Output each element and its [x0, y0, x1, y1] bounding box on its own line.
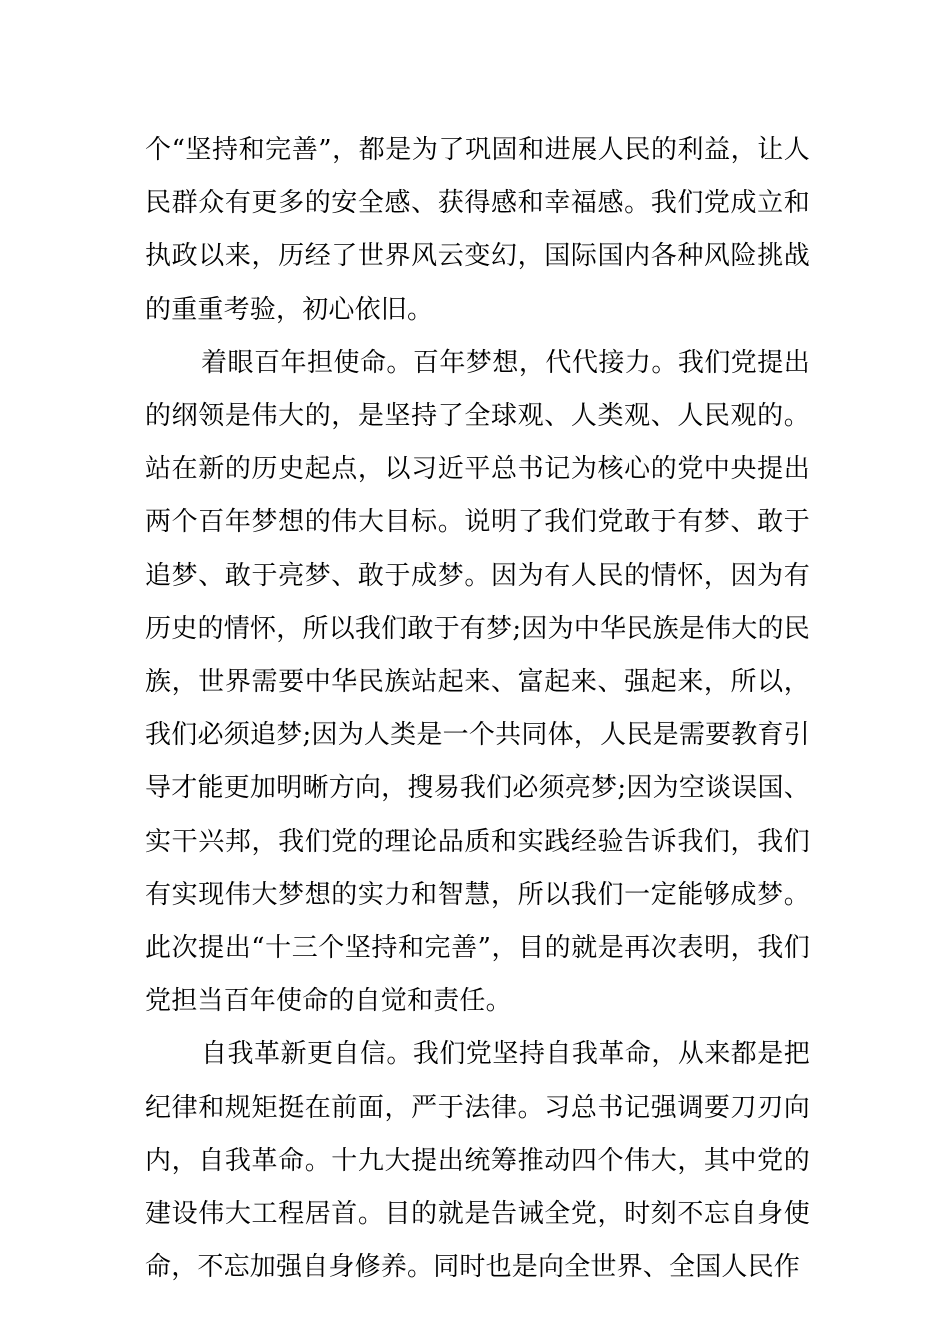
paragraph-continued: 个“坚持和完善”，都是为了巩固和进展人民的利益，让人民群众有更多的安全感、获得感和幸福感。我们党成立和执政以来，历经了世界风云变幻，国际国内各种风险挑战的重重考验，初心依旧。 [145, 135, 810, 325]
paragraph-mission: 着眼百年担使命。百年梦想，代代接力。我们党提出的纲领是伟大的，是坚持了全球观、人类观、人民观的。站在新的历史起点，以习近平总书记为核心的党中央提出两个百年梦想的伟大目标。说明了我们党敢于有梦、敢于追梦、敢于亮梦、敢于成梦。因为有人民的情怀，因为有历史的情怀，所以我们敢于有梦;因为中华民族是伟大的民族，世界需要中华民族站起来、富起来、强起来，所以，我们必须追梦;因为人类是一个共同体，人民是需要教育引导才能更加明晰方向，搜易我们必须亮梦;因为空谈误国、实干兴邦，我们党的理论品质和实践经验告诉我们，我们有实现伟大梦想的实力和智慧，所以我们一定能够成梦。此次提出“十三个坚持和完善”，目的就是再次表明，我们党担当百年使命的自觉和责任。 [145, 347, 810, 1017]
document-body [145, 124, 810, 1294]
paragraph-self-reform: 自我革新更自信。我们党坚持自我革命，从来都是把纪律和规矩挺在前面，严于法律。习总书记强调要刀刃向内，自我革命。十九大提出统筹推动四个伟大，其中党的建设伟大工程居首。目的就是告诫全党，时刻不忘自身使命，不忘加强自身修养。同时也是向全世界、全国人民作 [145, 1039, 810, 1283]
